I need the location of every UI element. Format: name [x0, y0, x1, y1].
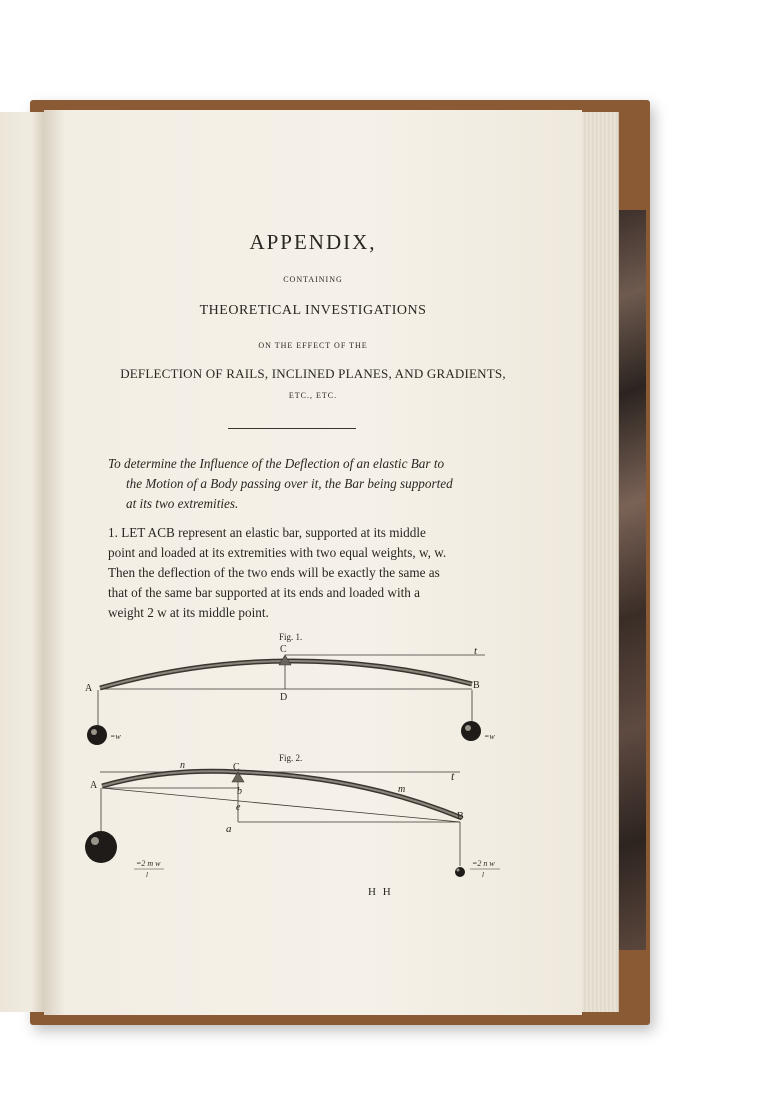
fig1-label-C: C — [280, 644, 287, 655]
fig1-right-weight — [461, 721, 481, 741]
fig2-left-weight — [85, 831, 117, 863]
fig1-right-weight-shine — [465, 725, 471, 731]
signature-mark: H H — [368, 886, 393, 898]
fig2-elastic-bar — [102, 771, 462, 818]
fig2-weight-left-denominator: l — [146, 871, 148, 879]
paragraph-line: Then the deflection of the two ends will be exactly the same as — [108, 565, 440, 580]
etc-label: ETC., ETC. — [288, 391, 338, 400]
fig2-label-B: B — [457, 811, 464, 822]
fig2-right-weight — [455, 867, 465, 877]
containing-label: CONTAINING — [283, 275, 343, 284]
fig2-label-a: a — [226, 823, 232, 835]
paragraph-line: weight 2 w at its middle point. — [108, 605, 269, 620]
fig1-label-B: B — [473, 680, 480, 691]
fig2-caption: Fig. 2. — [279, 753, 303, 763]
fig2-chord-AB — [102, 788, 460, 822]
fig1-label-D: D — [280, 692, 288, 703]
paragraph-1 — [108, 523, 480, 623]
subtitle-deflection: DEFLECTION OF RAILS, INCLINED PLANES, AND GRADIENTS, — [120, 366, 506, 381]
fig2-label-m: m — [398, 784, 406, 795]
divider-rule — [228, 428, 356, 429]
fig2-right-weight-shine — [457, 869, 460, 872]
fig1-weight-left-label: =w — [110, 732, 121, 741]
fig1-left-weight — [87, 725, 107, 745]
paragraph-line: that of the same bar supported at its ends and loaded with a — [108, 585, 421, 600]
fig1-caption: Fig. 1. — [279, 632, 303, 642]
fig2-weight-right-denominator: l — [482, 871, 484, 879]
problem-line: To determine the Influence of the Deflection of an elastic Bar to — [108, 456, 445, 471]
problem-line: at its two extremities. — [126, 496, 239, 511]
fig1-label-A: A — [85, 683, 93, 694]
fig2-label-A: A — [90, 780, 98, 791]
paragraph-line: 1. LET ACB represent an elastic bar, supported at its middle — [108, 525, 426, 540]
left-page — [0, 112, 44, 1012]
figure-2 — [80, 758, 520, 888]
fig2-label-b: b — [237, 786, 242, 797]
fig2-label-n: n — [180, 760, 185, 771]
fig1-left-weight-shine — [91, 729, 97, 735]
on-effect-label: ON THE EFFECT OF THE — [258, 341, 368, 350]
problem-statement — [108, 454, 480, 514]
problem-line: the Motion of a Body passing over it, the Bar being supported — [126, 476, 453, 491]
fig2-bar-highlight — [102, 771, 462, 818]
paragraph-line: point and loaded at its extremities with two equal weights, w, w. — [108, 545, 447, 560]
subtitle-theoretical: THEORETICAL INVESTIGATIONS — [199, 303, 427, 318]
fig2-weight-right-numerator: =2 n w — [472, 859, 495, 868]
fig2-label-C: C — [233, 762, 240, 773]
fig2-label-e: e — [236, 802, 241, 813]
figure-1 — [80, 640, 520, 755]
page-title: APPENDIX, — [249, 230, 377, 254]
fig1-weight-right-label: =w — [484, 732, 495, 741]
fig2-weight-left-numerator: =2 m w — [136, 859, 161, 868]
fig1-label-t: t — [474, 645, 478, 657]
fig2-label-t: t — [451, 769, 455, 783]
page-edges — [578, 112, 619, 1012]
fig2-left-weight-shine — [91, 837, 99, 845]
